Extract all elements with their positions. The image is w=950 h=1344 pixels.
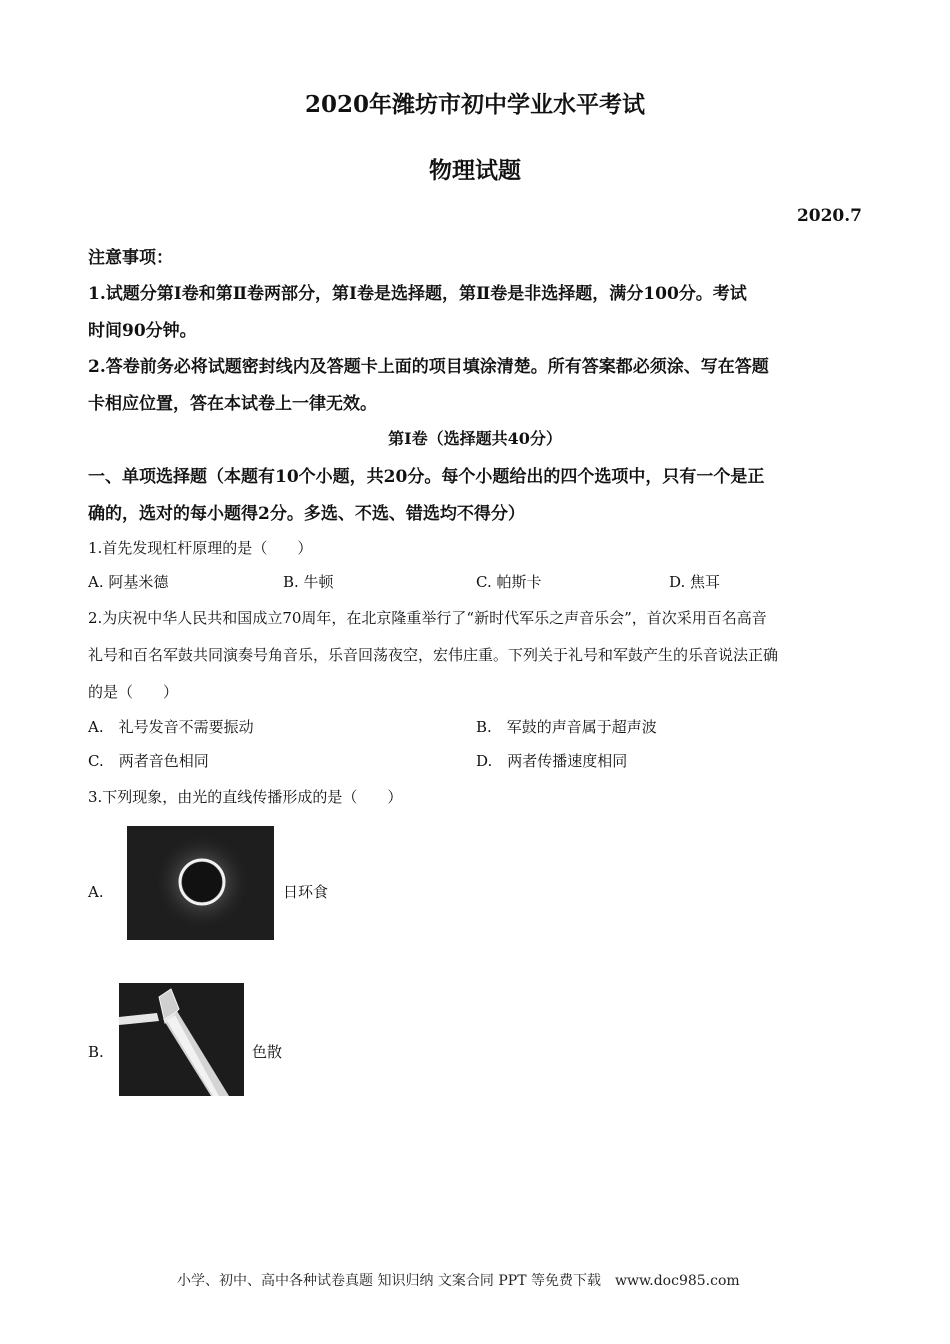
part1-instructions-line-2: 确的，选对的每小题得2分。多选、不选、错选均不得分）: [88, 504, 525, 524]
question-3-option-b-label: 色散: [252, 1043, 283, 1061]
notice-item-2-line-1: 2.答卷前务必将试题密封线内及答题卡上面的项目填涂清楚。所有答案都必须涂、写在答题: [88, 357, 769, 377]
notice-item-1-line-2: 时间90分钟。: [88, 321, 197, 341]
question-2-option-a: A. 礼号发音不需要振动: [88, 718, 254, 736]
exam-subtitle: 物理试题: [429, 157, 521, 184]
question-3-option-b-letter: B.: [88, 1043, 104, 1061]
question-2-option-b: B. 军鼓的声音属于超声波: [476, 718, 657, 736]
question-2-option-c: C. 两者音色相同: [88, 752, 209, 770]
question-1-option-c: C. 帕斯卡: [476, 573, 542, 591]
notice-item-2-line-2: 卡相应位置，答在本试卷上一律无效。: [88, 394, 377, 414]
part1-instructions-line-1: 一、单项选择题（本题有10个小题，共20分。每个小题给出的四个选项中，只有一个是正: [88, 467, 765, 487]
notice-heading: 注意事项：: [88, 248, 173, 268]
question-3-option-a-letter: A.: [88, 883, 104, 901]
exam-title: 2020年潍坊市初中学业水平考试: [304, 91, 645, 118]
question-3-option-a-label: 日环食: [283, 883, 329, 901]
prism-dispersion-image: [119, 983, 244, 1096]
question-1-stem: 1.首先发现杠杆原理的是（ ）: [88, 539, 313, 557]
question-1-option-d: D. 焦耳: [669, 573, 721, 591]
exam-date: 2020.7: [796, 206, 862, 226]
question-1-option-b: B. 牛顿: [283, 573, 334, 591]
footer-text: 小学、初中、高中各种试卷真题 知识归纳 文案合同 PPT 等免费下载 www.doc985.com: [177, 1273, 740, 1289]
volume-title: 第Ⅰ卷（选择题共40分）: [388, 429, 562, 448]
question-2-stem-line-2: 礼号和百名军鼓共同演奏号角音乐，乐音回荡夜空，宏伟庄重。下列关于礼号和军鼓产生的乐音说法正确: [88, 646, 779, 664]
notice-item-1-line-1: 1.试题分第Ⅰ卷和第Ⅱ卷两部分，第Ⅰ卷是选择题，第Ⅱ卷是非选择题，满分100分。考试: [88, 284, 747, 304]
question-3-stem: 3.下列现象，由光的直线传播形成的是（ ）: [88, 788, 403, 806]
annular-eclipse-image: [127, 826, 274, 940]
question-2-stem-line-1: 2.为庆祝中华人民共和国成立70周年，在北京隆重举行了“新时代军乐之声音乐会”，首次采用百名高音: [88, 609, 767, 627]
question-2-stem-line-3: 的是（ ）: [88, 683, 179, 701]
question-2-option-d: D. 两者传播速度相同: [476, 752, 628, 770]
question-1-option-a: A. 阿基米德: [88, 573, 169, 591]
